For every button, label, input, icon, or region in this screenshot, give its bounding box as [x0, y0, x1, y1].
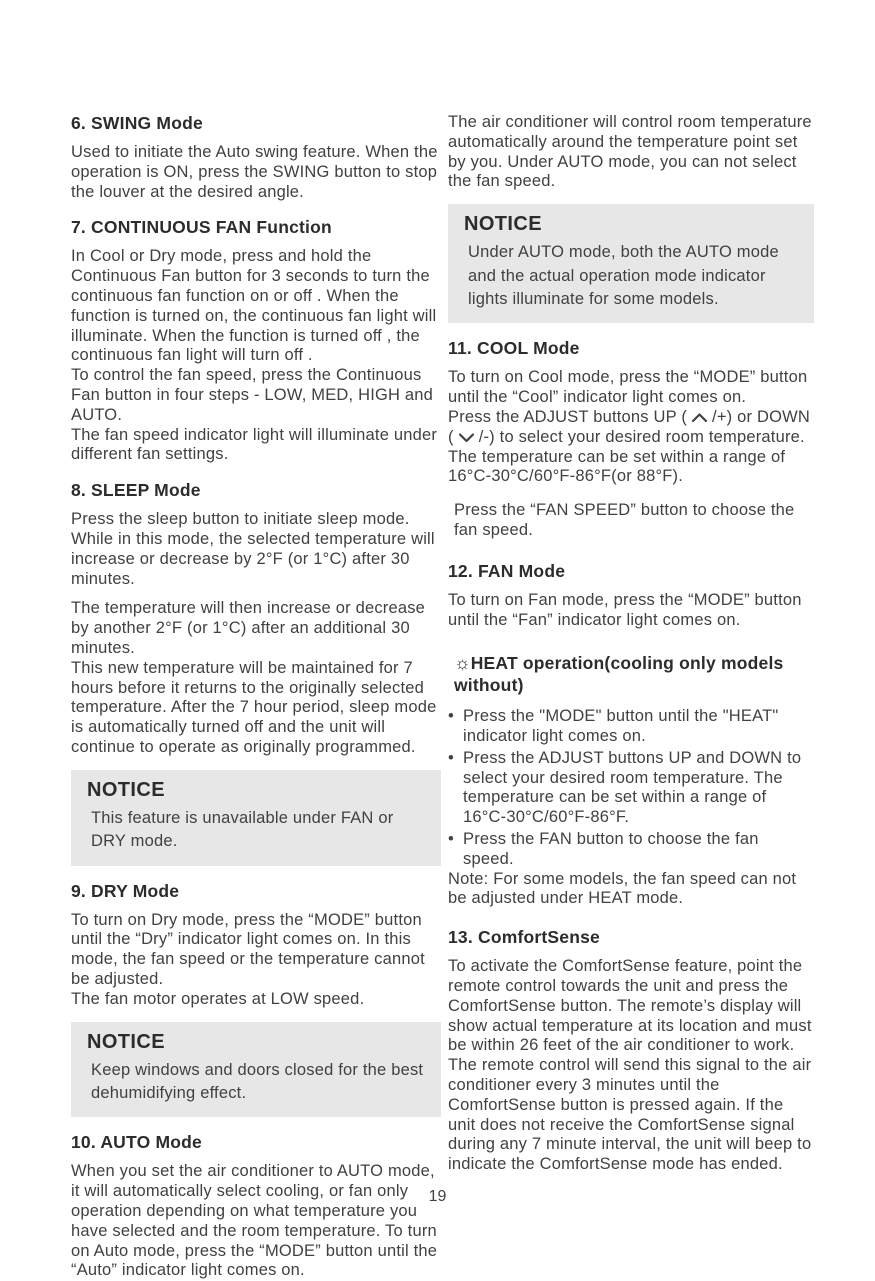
notice-title: NOTICE	[87, 778, 165, 801]
heat-operation-heading	[448, 652, 814, 697]
heat-operation-heading-text: HEAT operation(cooling only models without)	[454, 653, 784, 696]
chevron-down-icon	[458, 432, 475, 443]
sun-icon: ☼	[454, 653, 471, 674]
section-heading-dry-mode: 9. DRY Mode	[71, 880, 180, 901]
fan-mode-paragraph: To turn on Fan mode, press the “MODE” button until the “Fan” indicator light comes on.	[448, 590, 802, 629]
sleep-mode-paragraph-1: Press the sleep button to initiate sleep mode. While in this mode, the selected temperature will increase or decrease by 2°F (or 1°C) after 30 minutes.	[71, 510, 435, 588]
continuous-fan-paragraph-1: In Cool or Dry mode, press and hold the Continuous Fan button for 3 seconds to turn the continuous fan function on or off . When the function is turned on, the continuous fan light will illuminate. When the function is turned off , the continuous fan light will turn off .	[71, 247, 437, 365]
section-heading-cool-mode: 11. COOL Mode	[448, 338, 580, 359]
section-heading-auto-mode: 10. AUTO Mode	[71, 1132, 202, 1153]
notice-body: This feature is unavailable under FAN or DRY mode.	[91, 808, 394, 851]
heat-note-paragraph: Note: For some models, the fan speed can not be adjusted under HEAT mode.	[448, 869, 797, 908]
cool-mode-paragraph-1: To turn on Cool mode, press the “MODE” button until the “Cool” indicator light comes on.	[448, 368, 808, 407]
page-number: 19	[428, 1188, 447, 1205]
notice-title: NOTICE	[87, 1030, 165, 1053]
heat-bullet-text-1: Press the "MODE" button until the "HEAT" indicator light comes on.	[463, 707, 779, 745]
swing-mode-paragraph: Used to initiate the Auto swing feature. When the operation is ON, press the SWING button to stop the louver at the desired angle.	[71, 143, 438, 201]
heat-bullet-text-2: Press the ADJUST buttons UP and DOWN to select your desired room temperature. The temperature can be set within a range of 16°C-30°C/60°F-86°F.	[463, 748, 802, 827]
chevron-up-icon	[691, 412, 708, 423]
heat-bullet-text-3: Press the FAN button to choose the fan speed.	[463, 829, 759, 868]
notice-box-auto	[448, 204, 814, 323]
section-heading-sleep-mode: 8. SLEEP Mode	[71, 480, 201, 501]
notice-box-sleep	[71, 770, 441, 866]
notice-title: NOTICE	[464, 213, 542, 236]
notice-body: Under AUTO mode, both the AUTO mode and the actual operation mode indicator lights illuminate for some models.	[468, 243, 779, 309]
sleep-mode-paragraph-3: This new temperature will be maintained for 7 hours before it returns to the originally selected temperature. After the 7 hour period, sleep mode is automatically turned off and the unit will continue to operate as originally programmed.	[71, 658, 437, 756]
comfortsense-paragraph: To activate the ComfortSense feature, point the remote control towards the unit and press the ComfortSense button. The remote’s display will show actual temperature at its location and must be within 26 feet of the air conditioner to work. The remote control will send this signal to the air conditioner every 3 minutes until the ComfortSense button is pressed again. If the unit does not receive the ComfortSense signal during any 7 minute interval, the unit will beep to indicate the ComfortSense mode has ended.	[448, 957, 812, 1174]
heat-bullet-item	[448, 749, 814, 828]
section-heading-continuous-fan: 7. CONTINUOUS FAN Function	[71, 217, 332, 238]
bullet-icon: •	[448, 829, 454, 848]
continuous-fan-paragraph-2: To control the fan speed, press the Continuous Fan button in four steps - LOW, MED, HIGH and AUTO.	[71, 366, 434, 424]
section-heading-swing-mode: 6. SWING Mode	[71, 113, 203, 133]
adjust-buttons-text-mid: /+) or DOWN (	[448, 408, 811, 446]
section-heading-comfortsense: 13. ComfortSense	[448, 927, 600, 948]
adjust-buttons-text-pre: Press the ADJUST buttons UP (	[448, 408, 688, 427]
sleep-mode-paragraph-2: The temperature will then increase or decrease by another 2°F (or 1°C) after an additional 30 minutes.	[71, 599, 426, 657]
adjust-buttons-text-post: /-) to select your desired room temperature.	[478, 427, 805, 446]
heat-bullet-item	[448, 707, 814, 747]
left-column	[71, 113, 441, 1281]
dry-mode-paragraph-2: The fan motor operates at LOW speed.	[71, 989, 365, 1008]
auto-mode-paragraph: When you set the air conditioner to AUTO mode, it will automatically select cooling, or fan only operation depending on what temperature you have selected and the room temperature. To turn on Auto mode, press the “MODE” button until the “Auto” indicator light comes on.	[71, 1162, 438, 1280]
section-heading-fan-mode: 12. FAN Mode	[448, 560, 566, 581]
continuous-fan-paragraph-3: The fan speed indicator light will illuminate under different fan settings.	[71, 425, 438, 464]
notice-body: Keep windows and doors closed for the best dehumidifying effect.	[91, 1060, 424, 1102]
bullet-icon: •	[448, 707, 454, 726]
dry-mode-paragraph-1: To turn on Dry mode, press the “MODE” button until the “Dry” indicator light comes on. In this mode, the fan speed or the temperature cannot be adjusted.	[71, 910, 425, 988]
bullet-icon: •	[448, 748, 454, 767]
fan-speed-paragraph: Press the “FAN SPEED” button to choose the fan speed.	[454, 501, 795, 540]
notice-box-dry	[71, 1022, 441, 1118]
cool-mode-paragraph-2	[448, 408, 814, 448]
right-column	[448, 113, 814, 1281]
cool-mode-paragraph-3: The temperature can be set within a range of 16°C-30°C/60°F-86°F(or 88°F).	[448, 447, 786, 486]
auto-mode-continuation-paragraph: The air conditioner will control room temperature automatically around the temperature point set by you. Under AUTO mode, you can not select the fan speed.	[448, 113, 812, 191]
heat-bullet-item	[448, 830, 814, 870]
